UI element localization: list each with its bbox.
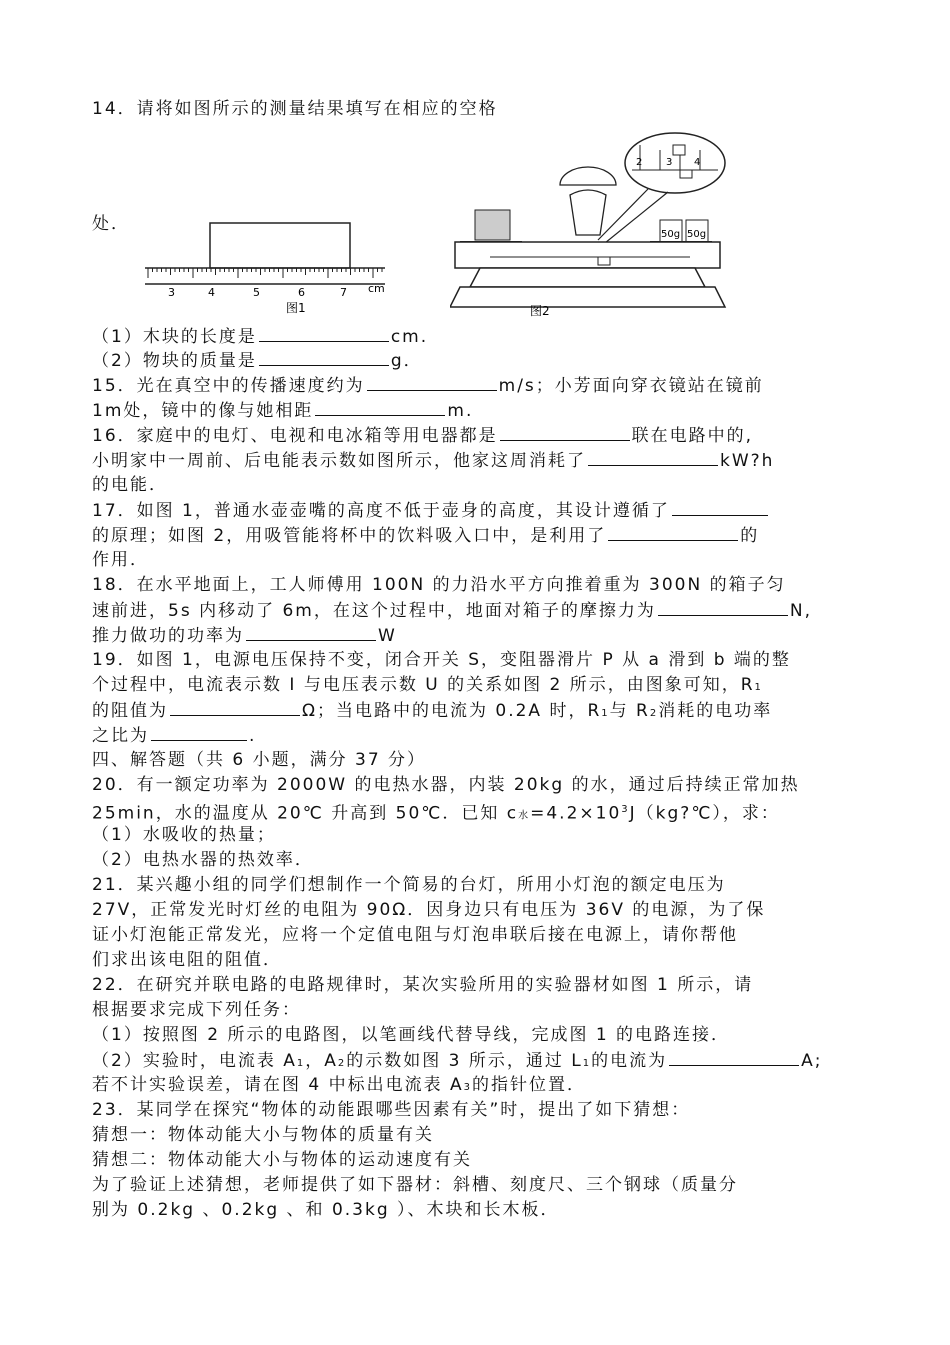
answer-blank[interactable] (259, 349, 389, 366)
q17-line2: 的原理；如图 2，用吸管能将杯中的饮料吸入口中，是利用了 的 (92, 526, 760, 546)
balance-stand (570, 190, 606, 235)
q22-line5: 若不计实验误差，请在图 4 中标出电流表 A3的指针位置． (92, 1075, 587, 1095)
answer-blank[interactable] (658, 599, 788, 616)
figure-2-label: 图2 (530, 304, 550, 318)
q17-line1: 17．如图 1，普通水壶壶嘴的高度不低于壶身的高度，其设计遵循了 (92, 499, 862, 522)
object-on-pan (475, 210, 510, 240)
balance-dial (560, 167, 616, 185)
q14-stem-end: 处． (92, 214, 130, 234)
weight-label: 50g (661, 229, 681, 240)
q16-line2: 小明家中一周前、后电能表示数如图所示，他家这周消耗了 kW?h (92, 451, 775, 471)
balance-beam (455, 242, 720, 268)
q20-line3: （1）水吸收的热量； (92, 825, 276, 845)
answer-blank[interactable] (259, 325, 389, 342)
balance-figure (450, 125, 780, 320)
rider (598, 257, 610, 265)
ruler-tick-label: 3 (168, 286, 175, 299)
q20-line4: （2）电热水器的热效率． (92, 850, 314, 870)
ruler-unit: cm (368, 282, 385, 295)
q22-line3: （1）按照图 2 所示的电路图，以笔画线代替导线，完成图 1 的电路连接． (92, 1025, 731, 1045)
answer-blank[interactable] (151, 724, 247, 741)
q23-line5: 别为 0.2kg 、0.2kg 、和 0.3kg ）、木块和长木板． (92, 1200, 560, 1220)
q18-line1: 18．在水平地面上，工人师傅用 100N 的力沿水平方向推着重为 300N 的箱子匀 (92, 575, 786, 595)
q21-line3: 证小灯泡能正常发光，应将一个定值电阻与灯泡串联后接在电源上，请你帮他 (92, 925, 738, 945)
q18-line2: 速前进，5s 内移动了 6m，在这个过程中，地面对箱子的摩擦力为 N, (92, 601, 812, 621)
ruler-ticks (148, 268, 382, 278)
q21-line4: 们求出该电阻的阻值． (92, 950, 282, 970)
answer-blank[interactable] (608, 524, 738, 541)
q15-line1: 15．光在真空中的传播速度约为 m/s；小芳面向穿衣镜站在镜前 (92, 376, 764, 396)
q14-stem: 14．请将如图所示的测量结果填写在相应的空格 (92, 99, 498, 119)
q17-line3: 作用． (92, 550, 149, 570)
q19-line2: 个过程中，电流表示数 I 与电压表示数 U 的关系如图 2 所示，由图象可知，R1 (92, 675, 763, 695)
answer-blank[interactable] (170, 699, 300, 716)
answer-blank[interactable] (672, 499, 768, 516)
wood-block (210, 223, 350, 268)
q23-line2: 猜想一：物体动能大小与物体的质量有关 (92, 1125, 434, 1145)
q22-line1: 22．在研究并联电路的电路规律时，某次实验所用的实验器材如图 1 所示，请 (92, 975, 754, 995)
q14-sub2: （2）物块的质量是 g． (92, 351, 423, 371)
inset-tick-label: 4 (694, 157, 701, 168)
q18-line3: 推力做功的功率为 W (92, 626, 397, 646)
ruler-tick-label: 5 (253, 286, 260, 299)
balance-base (470, 268, 705, 287)
weight-label: 50g (687, 229, 707, 240)
ruler-figure (140, 218, 395, 318)
q16-line3: 的电能． (92, 475, 168, 495)
ruler-tick-label: 4 (208, 286, 215, 299)
q22-line4: （2）实验时，电流表 A1，A2的示数如图 3 所示，通过 L1的电流为 A; (92, 1051, 823, 1071)
q23-line3: 猜想二：物体动能大小与物体的运动速度有关 (92, 1150, 472, 1170)
inset-tick-label: 3 (666, 157, 673, 168)
answer-blank[interactable] (669, 1049, 799, 1066)
answer-blank[interactable] (367, 374, 497, 391)
answer-blank[interactable] (246, 624, 376, 641)
q21-line1: 21．某兴趣小组的同学们想制作一个简易的台灯，所用小灯泡的额定电压为 (92, 875, 726, 895)
q14-sub1: （1）木块的长度是 cm. (92, 327, 429, 347)
ruler-tick-label: 7 (340, 286, 347, 299)
answer-blank[interactable] (500, 424, 630, 441)
q19-line3: 的阻值为 Ω；当电路中的电流为 0.2A 时，R1与 R2消耗的电功率 (92, 701, 773, 721)
q21-line2: 27V，正常发光时灯丝的电阻为 90Ω．因身边只有电压为 36V 的电源，为了保 (92, 900, 766, 920)
q20-line1: 20．有一额定功率为 2000W 的电热水器，内装 20kg 的水，通过后持续正常加热 (92, 775, 800, 795)
answer-blank[interactable] (588, 449, 718, 466)
section-heading: 四、解答题（共 6 小题，满分 37 分） (92, 750, 427, 770)
q20-line2: 25min，水的温度从 20℃ 升高到 50℃．已知 c水$=4.2\times 10^3J(kg?℃)$，求： (92, 803, 780, 824)
q16-line1: 16．家庭中的电灯、电视和电冰箱等用电器都是 联在电路中的, (92, 426, 754, 446)
ruler-tick-label: 6 (298, 286, 305, 299)
figure-1-label: 图1 (286, 301, 306, 315)
q19-line1: 19．如图 1，电源电压保持不变，闭合开关 S，变阻器滑片 P 从 a 滑到 b 端的整 (92, 650, 791, 670)
q19-line4: 之比为 . (92, 726, 257, 746)
answer-blank[interactable] (315, 399, 445, 416)
inset-tick-label: 2 (636, 157, 643, 168)
q23-line4: 为了验证上述猜想，老师提供了如下器材：斜槽、刻度尺、三个钢球（质量分 (92, 1175, 738, 1195)
q15-line2: 1m处，镜中的像与她相距 m. (92, 401, 474, 421)
q22-line2: 根据要求完成下列任务： (92, 1000, 301, 1020)
q23-line1: 23．某同学在探究“物体的动能跟哪些因素有关”时，提出了如下猜想： (92, 1100, 691, 1120)
